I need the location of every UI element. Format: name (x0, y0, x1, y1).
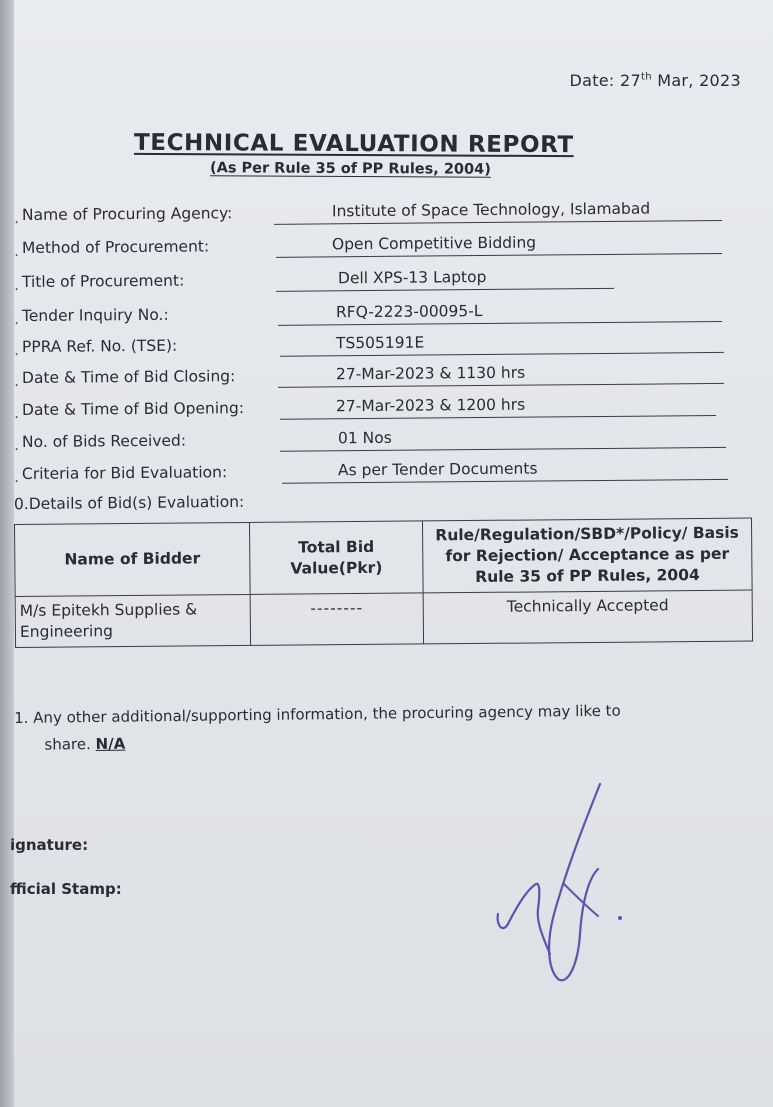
field-underline (276, 288, 614, 292)
report-date (569, 71, 741, 90)
field-label: Title of Procurement: (21, 271, 185, 292)
report-subtitle: (As Per Rule 35 of PP Rules, 2004) (209, 160, 491, 178)
report-title: TECHNICAL EVALUATION REPORT (133, 129, 574, 159)
date-text-end: Mar, 2023 (651, 71, 741, 90)
signature-stroke (498, 884, 550, 954)
field-value: TS505191E (335, 333, 425, 353)
field-label: No. of Bids Received: (21, 431, 187, 452)
signature-dot (618, 916, 622, 920)
field-underline (278, 321, 722, 326)
field-value: 01 Nos (337, 428, 392, 448)
official-stamp-label: fficial Stamp: (10, 880, 122, 898)
field-label: Name of Procuring Agency: (21, 204, 233, 225)
field-underline (280, 352, 724, 357)
field-value: Institute of Space Technology, Islamabad (331, 199, 651, 221)
field-bid-closing: . Date & Time of Bid Closing: 27-Mar-2023 & 1130 hrs (14, 361, 729, 393)
field-underline (276, 253, 722, 258)
field-label: Method of Procurement: (21, 237, 210, 258)
table-header-row (15, 518, 753, 596)
field-value: Dell XPS-13 Laptop (337, 267, 487, 288)
header-basis: Rule/Regulation/SBD*/Policy/ Basis for Rejection/ Acceptance as per Rule 35 of PP Rules, 2004 (422, 518, 752, 593)
field-label: PPRA Ref. No. (TSE): (21, 336, 178, 357)
field-underline (274, 220, 722, 225)
page-edge-shadow (0, 0, 14, 1107)
table-row (15, 590, 752, 647)
header-bidder: Name of Bidder (15, 522, 251, 596)
field-value: 27-Mar-2023 & 1130 hrs (335, 363, 526, 384)
cell-bidder: M/s Epitekh Supplies & Engineering (15, 594, 250, 647)
signature-label: ignature: (10, 836, 89, 854)
field-label: Date & Time of Bid Opening: (21, 399, 245, 420)
field-title: . Title of Procurement: Dell XPS-13 Laptop (14, 265, 729, 297)
header-bid-value: Total Bid Value(Pkr) (249, 521, 423, 595)
evaluation-table (14, 518, 753, 648)
field-underline (280, 447, 726, 452)
field-ppra-ref: . PPRA Ref. No. (TSE): TS505191E (14, 330, 729, 362)
field-tender-inquiry: . Tender Inquiry No.: RFQ-2223-00095-L (14, 299, 729, 331)
signature-stroke (549, 784, 600, 980)
field-value: Open Competitive Bidding (331, 233, 537, 254)
field-value: 27-Mar-2023 & 1200 hrs (335, 395, 526, 416)
date-ordinal: th (640, 71, 652, 83)
field-label: Date & Time of Bid Closing: (21, 367, 236, 388)
share-prefix: share. (44, 735, 91, 754)
field-value: RFQ-2223-00095-L (335, 302, 483, 322)
field-label: Tender Inquiry No.: (21, 305, 169, 326)
handwritten-signature (488, 774, 638, 989)
other-information (14, 696, 735, 759)
cell-bid-value: -------- (250, 593, 423, 646)
details-heading: 0.Details of Bid(s) Evaluation: (13, 492, 245, 514)
field-label: Criteria for Bid Evaluation: (21, 463, 228, 484)
other-information-text: 1. Any other additional/supporting information, the procuring agency may like to (14, 701, 621, 727)
field-evaluation-criteria: . Criteria for Bid Evaluation: As per Tender Documents (14, 457, 729, 489)
field-value: As per Tender Documents (337, 459, 538, 480)
signature-stroke (564, 884, 598, 916)
field-bids-received: . No. of Bids Received: 01 Nos (14, 425, 729, 457)
field-procuring-agency: . Name of Procuring Agency: Institute of Space Technology, Islamabad (14, 198, 729, 230)
field-method: . Method of Procurement: Open Competitive Bidding (14, 231, 729, 263)
field-underline (282, 479, 728, 484)
share-value: N/A (95, 734, 126, 754)
date-text: Date: 27 (569, 71, 641, 90)
field-bid-opening: . Date & Time of Bid Opening: 27-Mar-2023 & 1200 hrs (14, 393, 729, 425)
field-underline (280, 415, 716, 420)
field-underline (278, 383, 724, 388)
cell-basis: Technically Accepted (423, 590, 752, 644)
